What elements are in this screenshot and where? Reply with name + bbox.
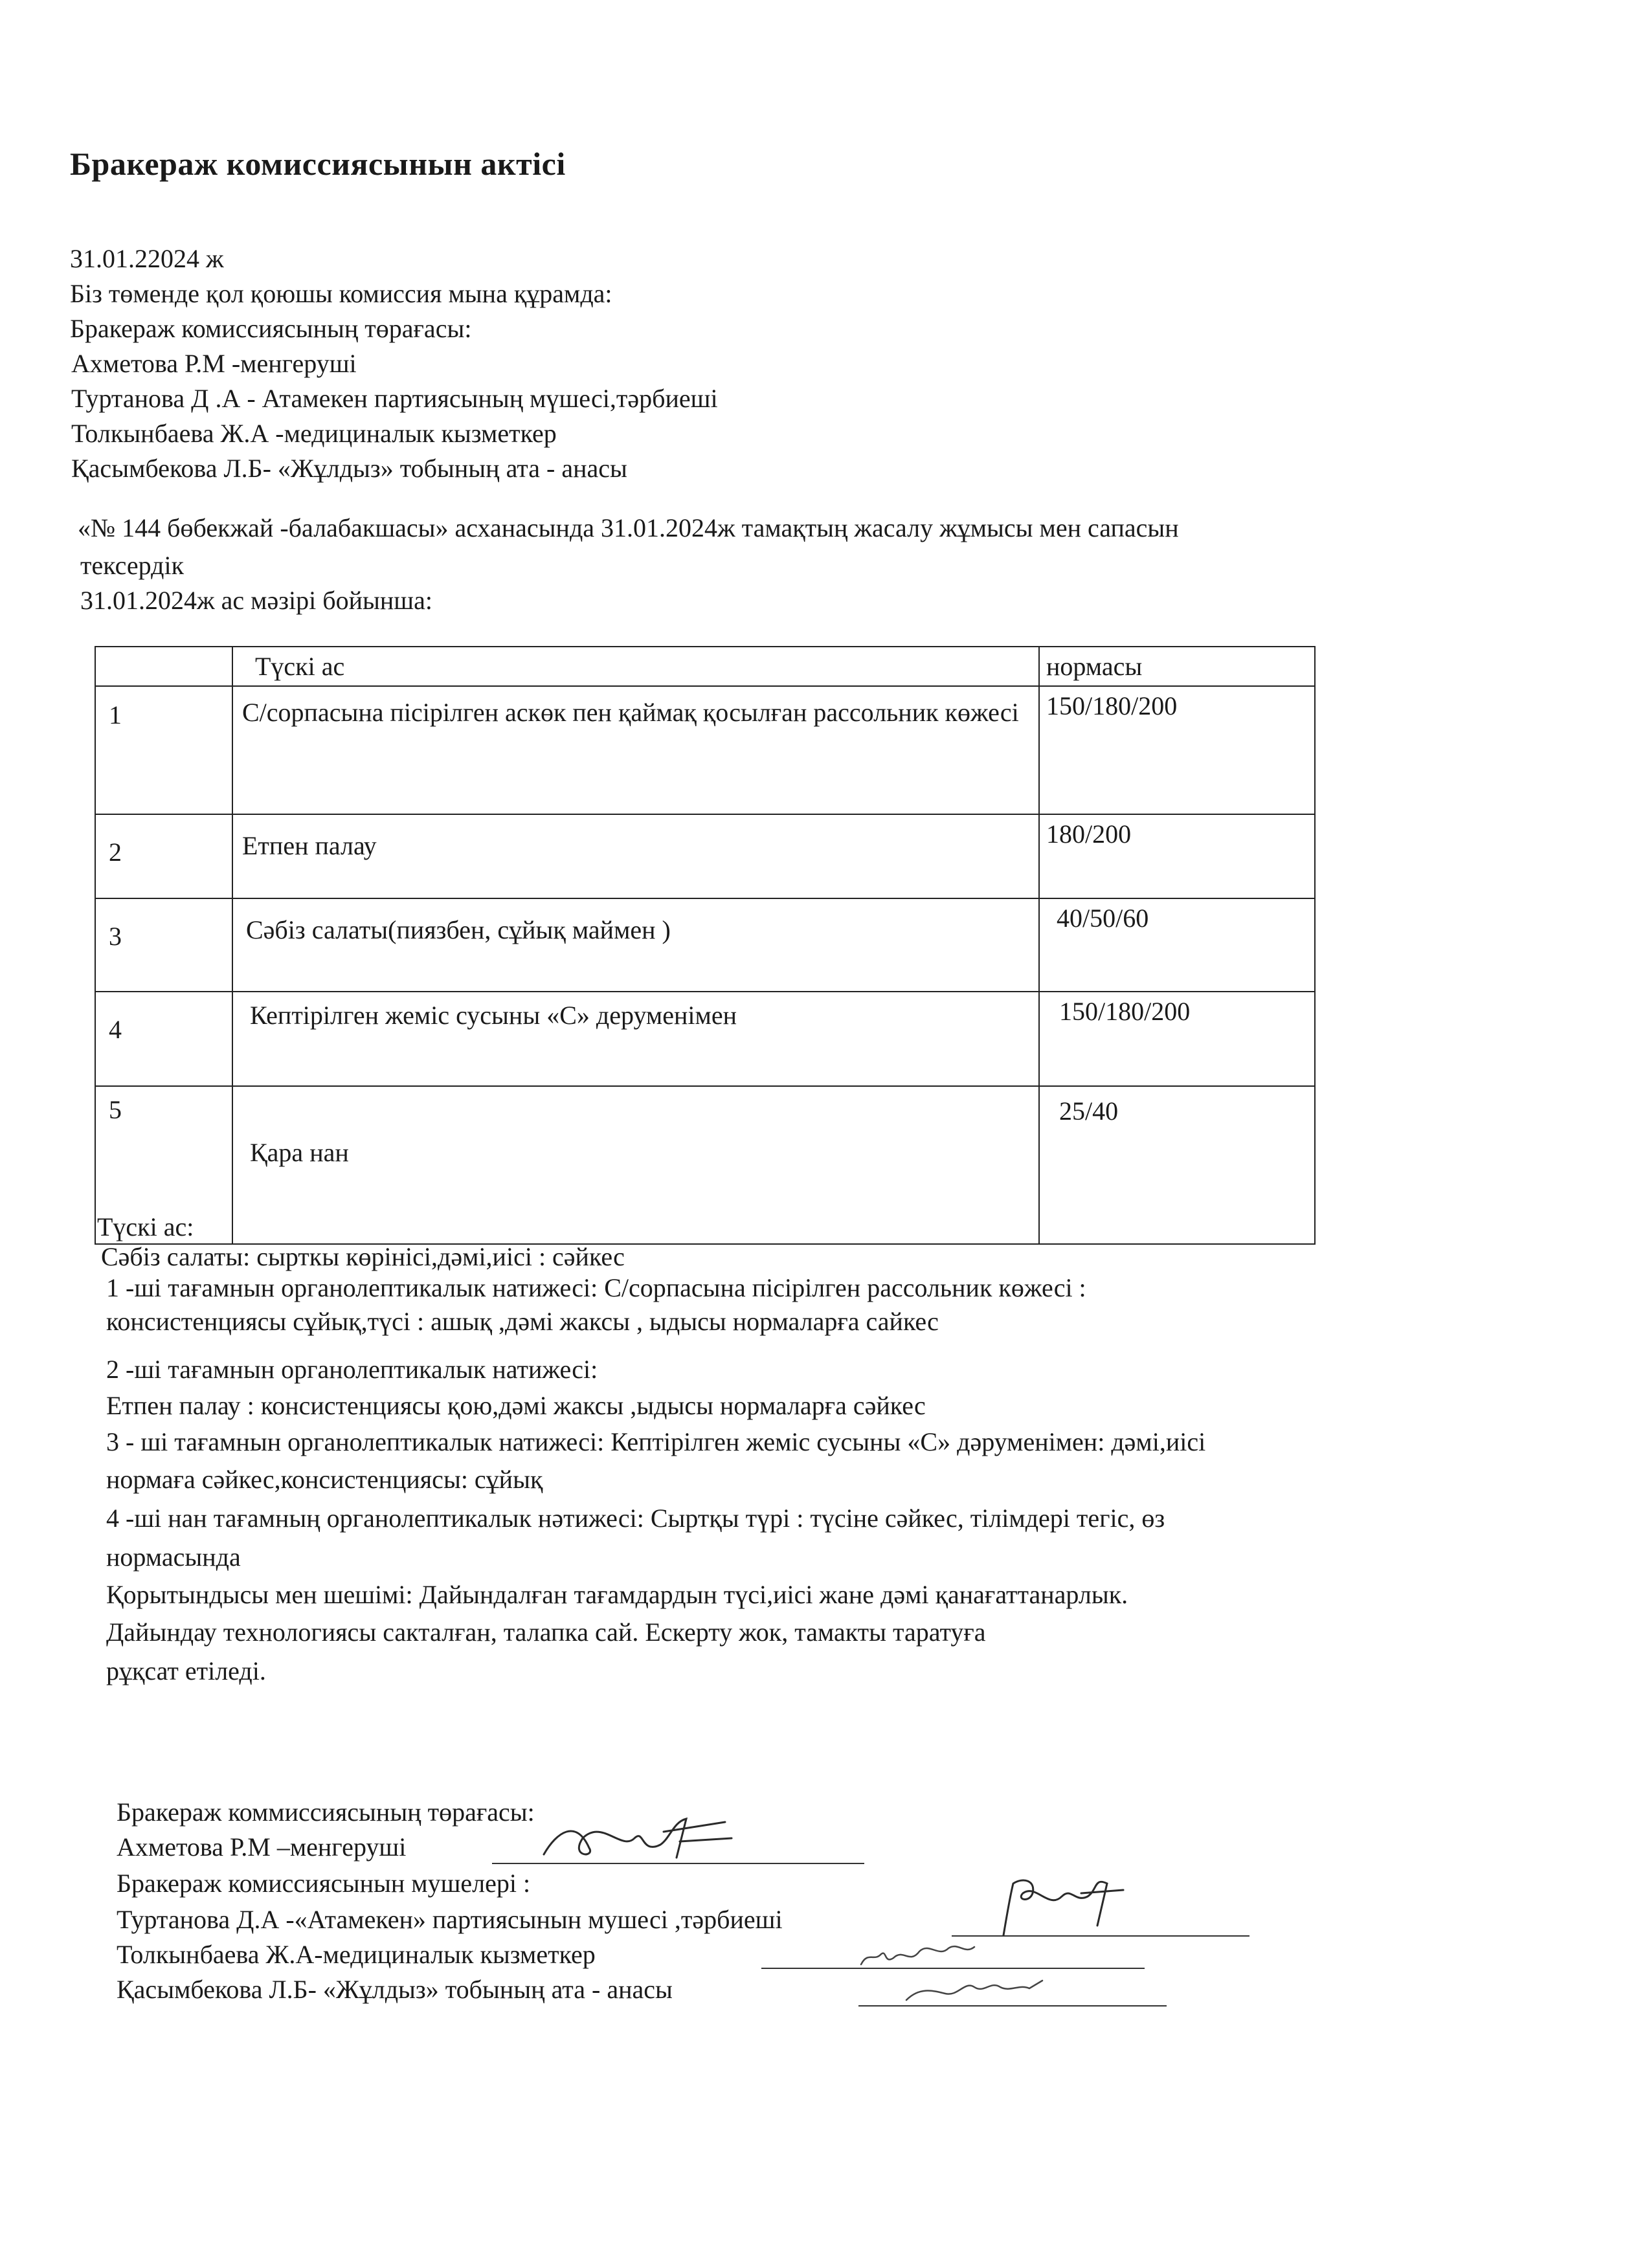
result-line: рұқсат етіледі.	[106, 1656, 266, 1685]
header-name: Түскі ас	[232, 647, 1039, 686]
row-dish: Сәбіз салаты(пиязбен, сұйық маймен )	[232, 898, 1039, 992]
result-line: Сәбіз салаты: сырткы көрінісі,дәмі,иісі : сәйкес	[101, 1242, 625, 1271]
result-line: 2 -ші тағамнын органолептикалык натижесі:	[106, 1355, 598, 1384]
row-num: 5	[95, 1086, 232, 1244]
result-line: 3 - ші тағамнын органолептикалык натижесі: Кептірілген жеміс сусыны «С» дәруменімен: дәмі,иісі	[106, 1427, 1206, 1456]
result-line: 4 -ші нан тағамның органолептикалык нәтижесі: Сыртқы түрі : түсіне сәйкес, тілімдері тегіс, өз	[106, 1504, 1165, 1533]
row-dish: Қара нан	[232, 1086, 1039, 1244]
row-norm: 180/200	[1039, 814, 1315, 898]
table-header-row	[95, 647, 1315, 686]
result-line: нормаға сәйкес,консистенциясы: сұйық	[106, 1465, 543, 1494]
result-line: Етпен палау : консистенциясы қою,дәмі жаксы ,ыдысы нормаларға сәйкес	[106, 1391, 926, 1420]
result-line: Дайындау технологиясы сакталған, талапка сай. Ескерту жок, тамакты таратуға	[106, 1618, 986, 1647]
table-row	[95, 898, 1315, 992]
member-line: Ахметова Р.М -менгеруші	[71, 349, 357, 378]
row-norm: 40/50/60	[1039, 898, 1315, 992]
member-signature	[900, 1961, 1055, 2010]
row-num: 4	[95, 992, 232, 1086]
document-title: Бракераж комиссиясынын актісі	[70, 146, 566, 182]
header-norm: нормасы	[1039, 647, 1315, 686]
sign-chair: Ахметова Р.М –менгеруші	[117, 1832, 407, 1862]
menu-caption: 31.01.2024ж ас мәзірі бойынша:	[80, 586, 432, 615]
sign-members-heading: Бракераж комиссиясынын мушелері :	[117, 1869, 531, 1898]
result-line: 1 -ші тағамнын органолептикалык натижесі: С/сорпасына пісірілген рассольник көжесі :	[106, 1273, 1086, 1302]
chair-signature	[531, 1793, 745, 1874]
row-dish: С/сорпасына пісірілген аскөк пен қаймақ қосылған рассольник көжесі	[232, 686, 1039, 814]
table-row	[95, 814, 1315, 898]
member-signature	[984, 1864, 1133, 1951]
sign-member: Қасымбекова Л.Б- «Жұлдыз» тобының ата - анасы	[117, 1975, 673, 2004]
sign-chair-heading: Бракераж коммиссиясының төрағасы:	[117, 1797, 535, 1827]
row-norm: 25/40	[1039, 1086, 1315, 1244]
check-text: «№ 144 бөбекжай -балабакшасы» асханасында 31.01.2024ж тамақтың жасалу жұмысы мен сапасын	[78, 513, 1179, 542]
member-line: Толкынбаева Ж.А -медициналык кызметкер	[71, 419, 557, 448]
row-dish: Кептірілген жеміс сусыны «С» деруменімен	[232, 992, 1039, 1086]
chair-heading: Бракераж комиссиясының төрағасы:	[70, 314, 472, 343]
member-line: Туртанова Д .А - Атамекен партиясының мүшесі,тәрбиеші	[71, 384, 718, 413]
result-line: консистенциясы сұйық,түсі : ашық ,дәмі жаксы , ыдысы нормаларға сайкес	[106, 1307, 939, 1336]
row-num: 2	[95, 814, 232, 898]
row-dish: Етпен палау	[232, 814, 1039, 898]
result-line: Қорытындысы мен шешімі: Дайындалған тағамдардын түсі,иісі жане дәмі қанағаттанарлык.	[106, 1580, 1128, 1609]
row-norm: 150/180/200	[1039, 992, 1315, 1086]
sign-member: Туртанова Д.А -«Атамекен» партиясынын мушесі ,тәрбиеші	[117, 1905, 783, 1934]
act-date: 31.01.22024 ж	[70, 244, 224, 273]
sign-member: Толкынбаева Ж.А-медициналык кызметкер	[117, 1940, 596, 1969]
table-row	[95, 686, 1315, 814]
header-num	[95, 647, 232, 686]
row-norm: 150/180/200	[1039, 686, 1315, 814]
result-line: Түскі ас:	[97, 1212, 194, 1241]
row-num: 1	[95, 686, 232, 814]
check-text-cont: тексердік	[80, 551, 185, 580]
table-row	[95, 1086, 1315, 1244]
row-num: 3	[95, 898, 232, 992]
menu-table	[95, 646, 1316, 1245]
intro-text: Біз төменде қол қоюшы комиссия мына құрамда:	[70, 279, 612, 308]
result-line: нормасында	[106, 1542, 241, 1572]
table-row	[95, 992, 1315, 1086]
member-line: Қасымбекова Л.Б- «Жұлдыз» тобының ата - анасы	[71, 454, 627, 483]
